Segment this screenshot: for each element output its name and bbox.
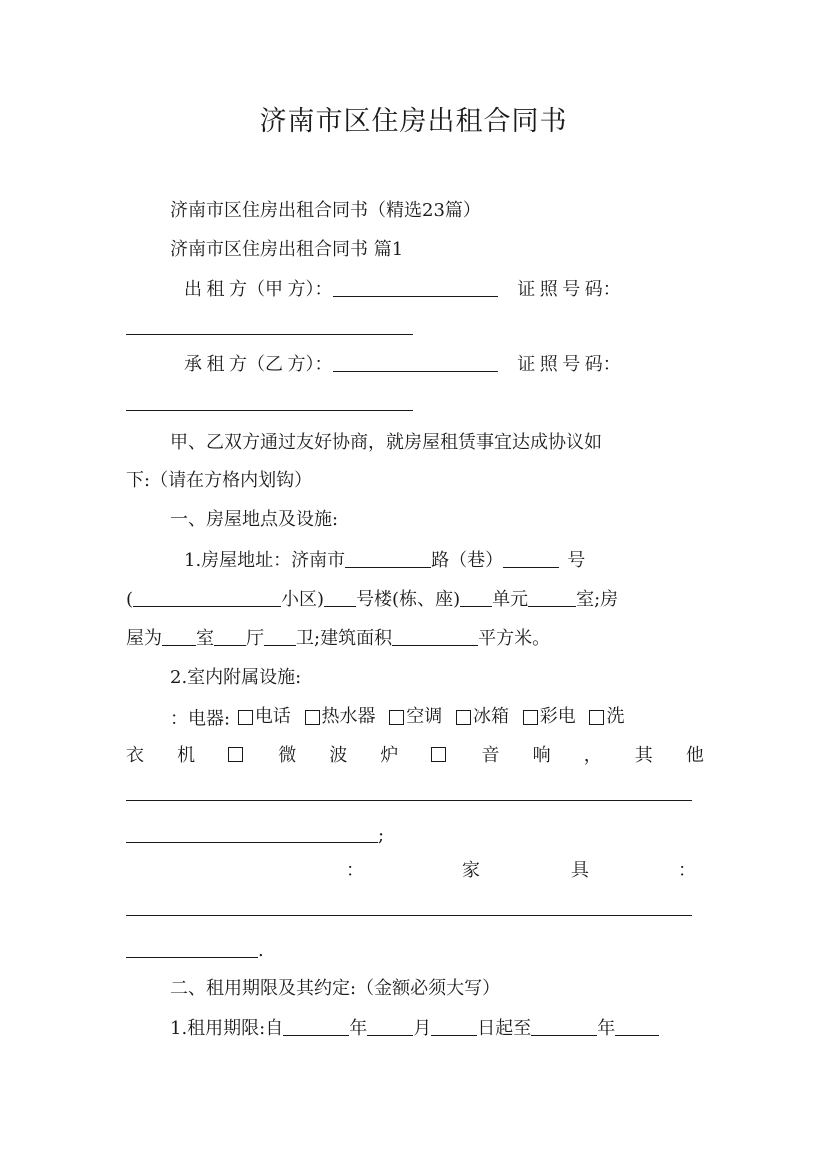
air-conditioner-checkbox[interactable] bbox=[389, 710, 404, 725]
bedroom-count-blank[interactable] bbox=[162, 627, 196, 646]
lessee-id-blank[interactable] bbox=[126, 410, 413, 411]
phone-checkbox[interactable] bbox=[238, 710, 253, 725]
lessee-name-blank[interactable] bbox=[333, 353, 498, 372]
other-appliances-blank-1[interactable] bbox=[126, 800, 692, 801]
intro-paragraph-1: 甲、乙双方通过友好协商，就房屋租赁事宜达成协议如 bbox=[170, 432, 602, 453]
address-line-2: ( 小区) 号楼(栋、座) 单元 室;房 bbox=[126, 589, 619, 610]
address-line-1: 1.房屋地址：济南市 路（巷） 号 bbox=[184, 550, 586, 571]
living-room-count-blank[interactable] bbox=[214, 627, 246, 646]
lessor-id-blank[interactable] bbox=[126, 334, 413, 335]
page-title: 济南市区住房出租合同书 bbox=[259, 106, 568, 137]
address-line-3: 屋为 室 厅 卫;建筑面积 平方米。 bbox=[126, 628, 551, 649]
washing-machine-checkbox[interactable] bbox=[589, 710, 604, 725]
lessor-name-blank[interactable] bbox=[333, 278, 498, 297]
start-year-blank[interactable] bbox=[283, 1017, 349, 1036]
facilities-heading: 2.室内附属设施: bbox=[170, 667, 302, 688]
appliances-line-1: ：电器: 电话 热水器 空调 冰箱 彩电 洗 bbox=[170, 706, 625, 730]
unit-blank[interactable] bbox=[460, 588, 492, 607]
other-appliances-blank-2[interactable] bbox=[126, 824, 378, 843]
color-tv-checkbox[interactable] bbox=[523, 710, 538, 725]
microwave-checkbox[interactable] bbox=[228, 747, 243, 762]
building-blank[interactable] bbox=[324, 588, 356, 607]
appliances-line-2: 衣 机 微 波 炉 音 响 ， 其 他 bbox=[126, 745, 704, 766]
furniture-blank-2[interactable] bbox=[126, 939, 258, 958]
document-page: 济南市区住房出租合同书 济南市区住房出租合同书（精选23篇） 济南市区住房出租合同书 篇1 出 租 方（甲 方）： 证 照 号 码： 承 租 方（乙 方）： 证 照 号 码： 甲、乙双方通过友好协商，就房屋租赁事宜达成协议如 下:（请在方格内划钩） 一、房屋地点及设施: 1.房屋地址：济南市 路（巷） 号 ( 小区) 号楼(栋、座) 单元 室;房 屋为 室 厅 卫;建筑面积 平方米。 2.室内附属设施: ：电器: 电话 热水器 空调 冰箱 彩电 洗 衣 机 微 波 炉 音 响 ， 其 他 ; ： 家 具 ： . 二、租用期限及其约定:（金额必须大写） 1.租用期限:自 年 月 日起至 年 bbox=[0, 0, 827, 1170]
section-2-heading: 二、租用期限及其约定:（金额必须大写） bbox=[170, 978, 501, 999]
stereo-checkbox[interactable] bbox=[431, 747, 446, 762]
area-blank[interactable] bbox=[392, 627, 478, 646]
end-year-blank[interactable] bbox=[531, 1017, 597, 1036]
section-1-heading: 一、房屋地点及设施: bbox=[170, 509, 339, 530]
lessor-line: 出 租 方（甲 方）： 证 照 号 码： bbox=[184, 279, 621, 300]
bathroom-count-blank[interactable] bbox=[264, 627, 296, 646]
community-blank[interactable] bbox=[133, 588, 281, 607]
furniture-end-line: . bbox=[126, 938, 704, 964]
other-appliances-line: ; bbox=[126, 823, 704, 849]
water-heater-checkbox[interactable] bbox=[305, 710, 320, 725]
start-month-blank[interactable] bbox=[367, 1017, 413, 1036]
room-blank[interactable] bbox=[528, 588, 576, 607]
end-month-blank[interactable] bbox=[615, 1017, 659, 1036]
refrigerator-checkbox[interactable] bbox=[456, 710, 471, 725]
term-line: 1.租用期限:自 年 月 日起至 年 bbox=[170, 1016, 748, 1042]
chapter-heading: 济南市区住房出租合同书 篇1 bbox=[170, 239, 404, 260]
road-blank[interactable] bbox=[345, 549, 431, 568]
lessee-line: 承 租 方（乙 方）： 证 照 号 码： bbox=[184, 354, 621, 375]
furniture-blank-1[interactable] bbox=[126, 915, 692, 916]
start-day-blank[interactable] bbox=[431, 1017, 477, 1036]
intro-paragraph-2: 下:（请在方格内划钩） bbox=[126, 470, 313, 491]
number-blank[interactable] bbox=[503, 549, 559, 568]
document-subtitle: 济南市区住房出租合同书（精选23篇） bbox=[170, 200, 481, 221]
